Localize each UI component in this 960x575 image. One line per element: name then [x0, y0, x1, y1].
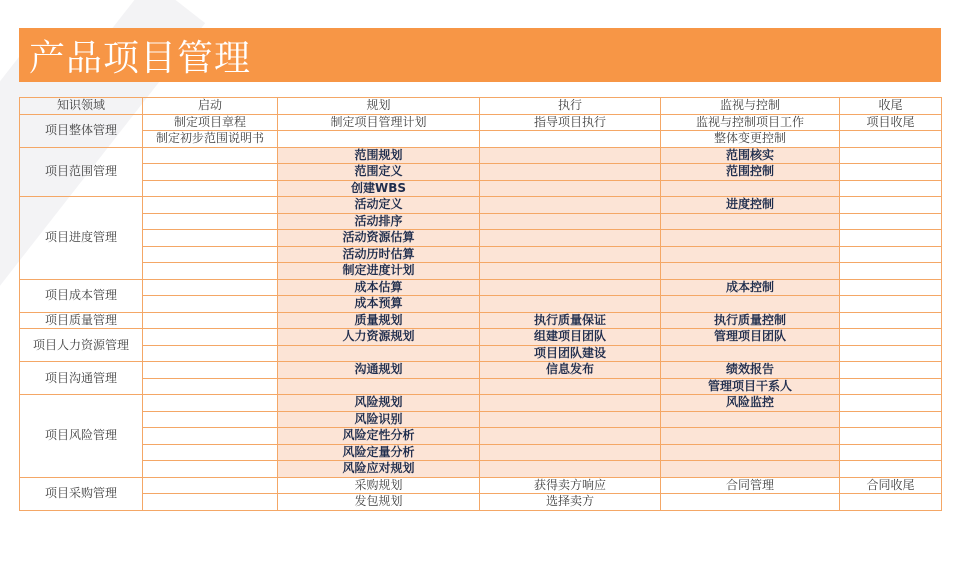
table-cell: 成本控制: [661, 279, 840, 296]
table-cell: 风险规划: [278, 395, 480, 412]
area-cell: 项目进度管理: [20, 197, 143, 280]
table-cell: [480, 131, 661, 148]
table-cell: 合同收尾: [840, 477, 942, 494]
table-cell: 风险应对规划: [278, 461, 480, 478]
table-cell: [143, 246, 278, 263]
table-row: [20, 213, 942, 230]
table-cell: 创建WBS: [278, 180, 480, 197]
table-cell: [480, 444, 661, 461]
table-cell: 绩效报告: [661, 362, 840, 379]
table-row: [20, 279, 942, 296]
table-cell: [661, 411, 840, 428]
table-cell: [480, 395, 661, 412]
table-cell: 风险识别: [278, 411, 480, 428]
table-cell: [840, 411, 942, 428]
title-bar: [19, 28, 941, 82]
table-cell: [480, 279, 661, 296]
area-cell: 项目人力资源管理: [20, 329, 143, 362]
table-row: [20, 114, 942, 131]
table-row: [20, 246, 942, 263]
table-cell: 管理项目干系人: [661, 378, 840, 395]
table-cell: [143, 444, 278, 461]
table-cell: [661, 428, 840, 445]
table-cell: [480, 263, 661, 280]
table-cell: 风险监控: [661, 395, 840, 412]
table-cell: 组建项目团队: [480, 329, 661, 346]
table-cell: [278, 345, 480, 362]
table-cell: 活动排序: [278, 213, 480, 230]
table-cell: 执行质量保证: [480, 312, 661, 329]
table-cell: [840, 461, 942, 478]
table-row: [20, 296, 942, 313]
table-cell: [661, 444, 840, 461]
table-row: [20, 411, 942, 428]
table-cell: [143, 180, 278, 197]
table-cell: [143, 395, 278, 412]
table-cell: 指导项目执行: [480, 114, 661, 131]
table-cell: 采购规划: [278, 477, 480, 494]
table-cell: 信息发布: [480, 362, 661, 379]
table-row: [20, 428, 942, 445]
table-cell: [143, 279, 278, 296]
table-cell: [278, 131, 480, 148]
table-cell: [480, 213, 661, 230]
table-row: [20, 477, 942, 494]
table-cell: 监视与控制项目工作: [661, 114, 840, 131]
table-cell: 整体变更控制: [661, 131, 840, 148]
table-cell: [840, 494, 942, 511]
table-cell: 活动定义: [278, 197, 480, 214]
table-cell: [143, 428, 278, 445]
area-cell: 项目成本管理: [20, 279, 143, 312]
header-cell: 收尾: [840, 98, 942, 115]
table-cell: [661, 180, 840, 197]
table-cell: [480, 378, 661, 395]
table-cell: [143, 164, 278, 181]
table-cell: 风险定量分析: [278, 444, 480, 461]
header-cell: 规划: [278, 98, 480, 115]
table-cell: [143, 213, 278, 230]
page-title: 产品项目管理: [29, 37, 252, 79]
table-cell: [661, 494, 840, 511]
table-cell: 范围核实: [661, 147, 840, 164]
table-cell: 进度控制: [661, 197, 840, 214]
table-row: [20, 312, 942, 329]
table-cell: 发包规划: [278, 494, 480, 511]
table-cell: [143, 230, 278, 247]
table-header-row: [20, 98, 942, 115]
table-cell: [143, 461, 278, 478]
table-cell: 制定进度计划: [278, 263, 480, 280]
table-row: [20, 230, 942, 247]
table-cell: 制定项目章程: [143, 114, 278, 131]
table-cell: 活动历时估算: [278, 246, 480, 263]
table-cell: 活动资源估算: [278, 230, 480, 247]
table-row: [20, 378, 942, 395]
table-cell: 获得卖方响应: [480, 477, 661, 494]
table-cell: [143, 477, 278, 494]
table-cell: [661, 230, 840, 247]
table-cell: [143, 263, 278, 280]
table-cell: [143, 147, 278, 164]
area-cell: 项目风险管理: [20, 395, 143, 478]
table-row: [20, 131, 942, 148]
table-row: [20, 345, 942, 362]
process-matrix-table: [19, 97, 942, 511]
table-row: [20, 263, 942, 280]
table-cell: [661, 461, 840, 478]
table-cell: 选择卖方: [480, 494, 661, 511]
table-row: [20, 362, 942, 379]
table-cell: [480, 411, 661, 428]
table-cell: [480, 246, 661, 263]
table-cell: [143, 494, 278, 511]
table-cell: [480, 296, 661, 313]
table-cell: [143, 197, 278, 214]
table-cell: [480, 461, 661, 478]
table-cell: [480, 230, 661, 247]
header-cell: 监视与控制: [661, 98, 840, 115]
table-cell: [840, 395, 942, 412]
table-cell: [840, 362, 942, 379]
table-row: [20, 197, 942, 214]
table-cell: [840, 197, 942, 214]
table-cell: 沟通规划: [278, 362, 480, 379]
table-cell: 质量规划: [278, 312, 480, 329]
table-cell: 制定初步范围说明书: [143, 131, 278, 148]
table-cell: 执行质量控制: [661, 312, 840, 329]
table-cell: [840, 164, 942, 181]
table-row: [20, 494, 942, 511]
table-cell: 成本估算: [278, 279, 480, 296]
table-cell: [840, 296, 942, 313]
table-cell: [661, 263, 840, 280]
table-cell: 范围规划: [278, 147, 480, 164]
table-cell: [480, 164, 661, 181]
table-cell: [661, 213, 840, 230]
table-cell: [480, 147, 661, 164]
table-cell: [840, 312, 942, 329]
table-cell: 合同管理: [661, 477, 840, 494]
table-cell: [840, 444, 942, 461]
table-cell: 人力资源规划: [278, 329, 480, 346]
table-row: [20, 147, 942, 164]
area-cell: 项目质量管理: [20, 312, 143, 329]
area-cell: 项目沟通管理: [20, 362, 143, 395]
table-cell: [840, 279, 942, 296]
table-cell: [143, 329, 278, 346]
table-cell: [143, 296, 278, 313]
table-cell: [278, 378, 480, 395]
table-cell: 项目收尾: [840, 114, 942, 131]
table-cell: [840, 147, 942, 164]
table-row: [20, 395, 942, 412]
table-cell: [840, 131, 942, 148]
table-cell: 风险定性分析: [278, 428, 480, 445]
table-cell: [661, 345, 840, 362]
header-cell: 执行: [480, 98, 661, 115]
header-cell: 知识领域: [20, 98, 143, 115]
table-cell: 项目团队建设: [480, 345, 661, 362]
table-cell: 范围控制: [661, 164, 840, 181]
table-cell: [143, 378, 278, 395]
table-cell: [661, 246, 840, 263]
table-cell: 管理项目团队: [661, 329, 840, 346]
table-cell: [840, 263, 942, 280]
table-cell: [143, 312, 278, 329]
table-cell: [143, 411, 278, 428]
table-row: [20, 180, 942, 197]
table-cell: [840, 345, 942, 362]
table-cell: [480, 197, 661, 214]
table-cell: [840, 230, 942, 247]
table-cell: 成本预算: [278, 296, 480, 313]
table-cell: [840, 180, 942, 197]
table-row: [20, 164, 942, 181]
table-row: [20, 329, 942, 346]
table-cell: [143, 345, 278, 362]
table-cell: [840, 213, 942, 230]
table-cell: 制定项目管理计划: [278, 114, 480, 131]
area-cell: 项目采购管理: [20, 477, 143, 510]
header-cell: 启动: [143, 98, 278, 115]
table-cell: [143, 362, 278, 379]
table-cell: [840, 329, 942, 346]
table-cell: [480, 428, 661, 445]
table-cell: [840, 378, 942, 395]
area-cell: 项目整体管理: [20, 114, 143, 147]
table-cell: 范围定义: [278, 164, 480, 181]
area-cell: 项目范围管理: [20, 147, 143, 197]
table-cell: [840, 428, 942, 445]
table-row: [20, 461, 942, 478]
table-cell: [840, 246, 942, 263]
table-cell: [480, 180, 661, 197]
table-row: [20, 444, 942, 461]
table-cell: [661, 296, 840, 313]
